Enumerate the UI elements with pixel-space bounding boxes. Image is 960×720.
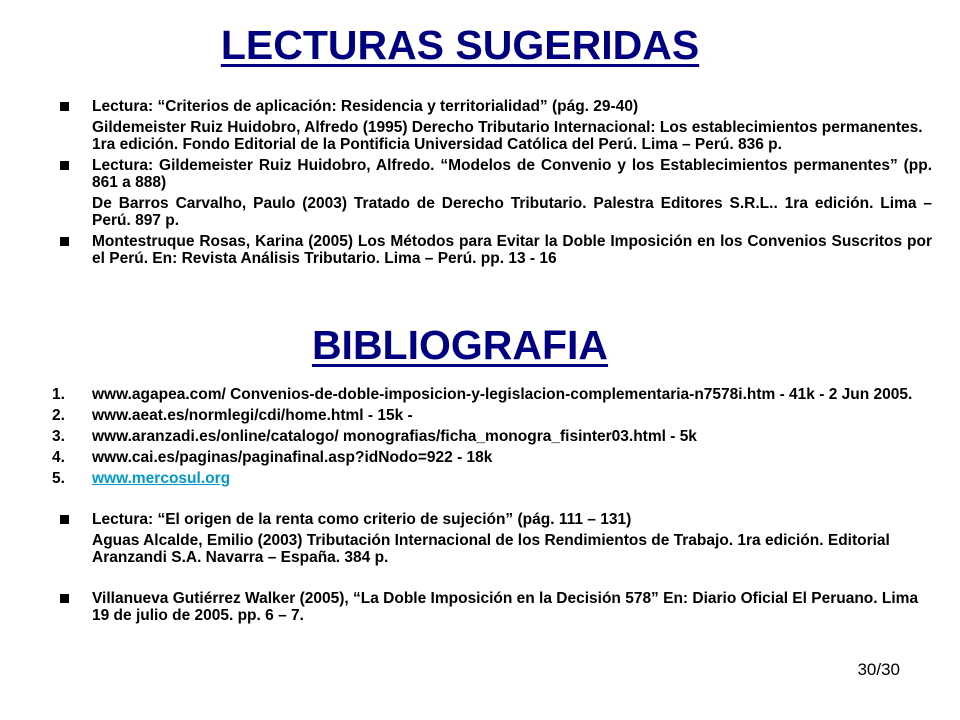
bib-item-2-number: 2. [52, 407, 65, 424]
lectura-item-3-main: Montestruque Rosas, Karina (2005) Los Métodos para Evitar la Doble Imposición en los Convenios Suscritos por el Perú. En: Revista Análisis Tributario. Lima – Perú. pp. 13 - 16 [92, 233, 932, 267]
bib-item-3-number: 3. [52, 428, 65, 445]
bibliografia-list [52, 386, 932, 624]
bib-item-3-text: www.aranzadi.es/online/catalogo/ monografias/ficha_monogra_fisinter03.html - 5k [92, 428, 697, 445]
square-bullet-icon [60, 515, 69, 524]
bib-item-4 [52, 449, 932, 466]
bib-item-1-number: 1. [52, 386, 65, 403]
bib-item-4-number: 4. [52, 449, 65, 466]
mercosul-link[interactable]: www.mercosul.org [92, 470, 231, 487]
bib-extra-item-1-main: Lectura: “El origen de la renta como criterio de sujeción” (pág. 111 – 131) [92, 511, 632, 528]
lectura-item-2-sub: De Barros Carvalho, Paulo (2003) Tratado de Derecho Tributario. Palestra Editores S.R.L.. 1ra edición. Lima – Perú. 897 p. [92, 195, 932, 229]
bib-item-2 [52, 407, 932, 424]
bib-item-1 [52, 386, 932, 403]
bib-item-3 [52, 428, 932, 445]
square-bullet-icon [60, 102, 69, 111]
square-bullet-icon [60, 161, 69, 170]
bibliografia-title: BIBLIOGRAFIA [311, 322, 609, 368]
lectura-item-3 [52, 233, 932, 267]
lectura-item-2 [52, 157, 932, 191]
bib-extra-item-1-sub: Aguas Alcalde, Emilio (2003) Tributación Internacional de los Rendimientos de Trabajo. 1ra edición. Editorial Aranzandi S.A. Navarra – España. 384 p. [92, 532, 890, 566]
square-bullet-icon [60, 594, 69, 603]
lectura-item-1 [52, 98, 932, 115]
lecturas-title: LECTURAS SUGERIDAS [220, 22, 700, 68]
lectura-item-1-main: Lectura: “Criterios de aplicación: Residencia y territorialidad” (pág. 29-40) [92, 98, 639, 115]
bib-item-5 [52, 470, 932, 487]
bib-item-1-text: www.agapea.com/ Convenios-de-doble-imposicion-y-legislacion-complementaria-n7578i.htm - 41k - 2 Jun 2005. [92, 386, 913, 403]
bib-item-5-number: 5. [52, 470, 65, 487]
page-number: 30/30 [857, 660, 900, 679]
lectura-item-1-sub: Gildemeister Ruiz Huidobro, Alfredo (1995) Derecho Tributario Internacional: Los establecimientos permanentes. 1ra edición. Fondo Editorial de la Pontificia Universidad Católica del Perú. Lima – Perú. 836 p. [92, 119, 923, 153]
lectura-item-2-main: Lectura: Gildemeister Ruiz Huidobro, Alfredo. “Modelos de Convenio y los Establecimientos permanentes” (pp. 861 a 888) [92, 157, 932, 191]
bib-extra-item-2 [52, 590, 932, 624]
bib-item-4-text: www.cai.es/paginas/paginafinal.asp?idNodo=922 - 18k [92, 449, 493, 466]
bib-item-2-text: www.aeat.es/normlegi/cdi/home.html - 15k - [92, 407, 413, 424]
bib-extra-item-1 [52, 511, 932, 528]
bib-extra-item-2-main: Villanueva Gutiérrez Walker (2005), “La Doble Imposición en la Decisión 578” En: Diario Oficial El Peruano. Lima 19 de julio de 2005. pp. 6 – 7. [92, 590, 919, 624]
square-bullet-icon [60, 237, 69, 246]
lecturas-list [52, 98, 932, 267]
